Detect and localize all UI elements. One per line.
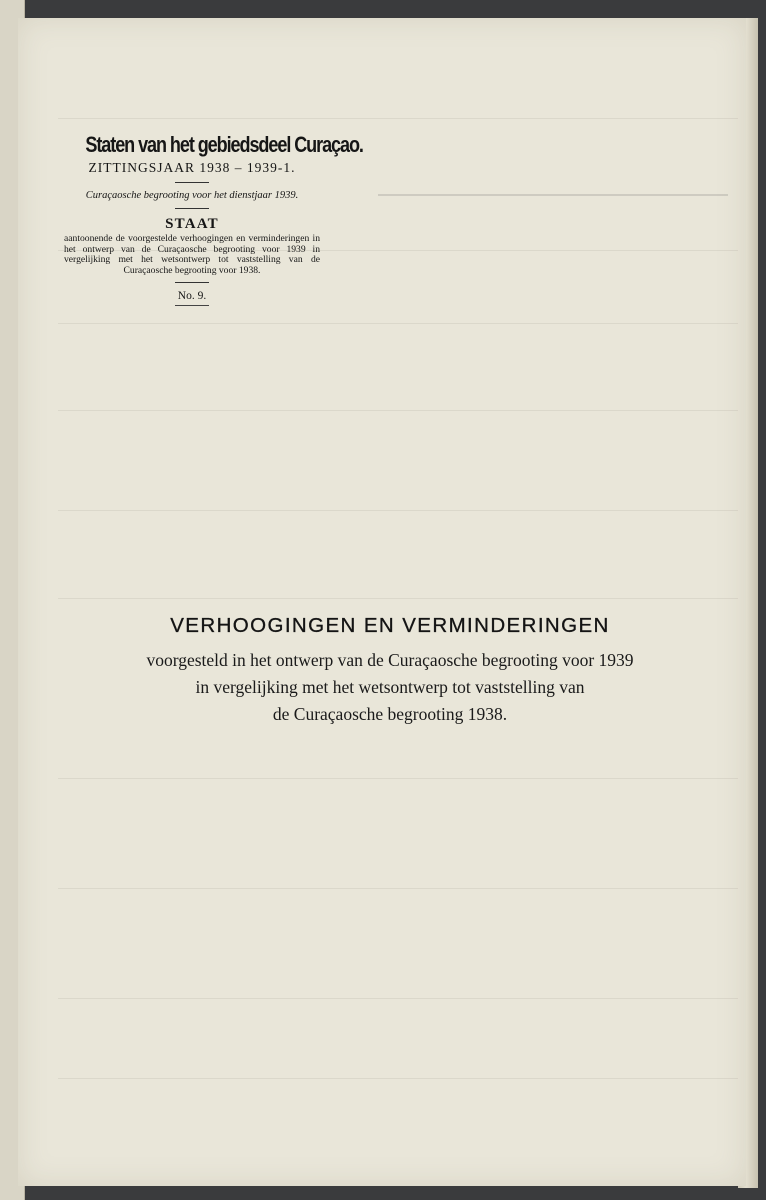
show-through-line [58,1078,738,1079]
show-through-line [58,598,738,599]
budget-subtitle: Curaçaosche begrooting voor het dienstjaar 1939. [85,190,299,201]
divider [175,208,209,209]
main-description-line: de Curaçaosche begrooting 1938. [272,704,508,724]
show-through-line [58,118,738,119]
show-through-line [58,998,738,999]
main-title: VERHOOGINGEN EN VERMINDERINGEN [170,614,610,637]
divider [175,305,209,306]
divider [175,282,209,283]
divider [175,182,209,183]
show-through-line [58,323,738,324]
document-number: No. 9. [177,290,207,303]
document-title: Staten van het gebiedsdeel Curaçao. [85,132,363,157]
header-block [62,132,363,306]
main-description-line: in vergelijking met het wetsontwerp tot vaststelling van [195,677,585,697]
session-year: ZITTINGSJAAR 1938 – 1939-1. [88,160,296,175]
main-description [80,647,700,728]
show-through-line [58,888,738,889]
show-through-line [58,778,738,779]
section-heading: STAAT [165,216,219,232]
show-through-rule [378,194,728,196]
main-description-line: voorgesteld in het ontwerp van de Curaçaosche begrooting voor 1939 [146,650,634,670]
statement-description: aantoonende de voorgestelde verhoogingen en verminderingen in het ontwerp van de Curaçaosche begrooting voor 1939 in vergelijking met het wetsontwerp tot vaststelling van de Curaçaosche begrooting voor 1938. [64,233,320,276]
show-through-line [58,510,738,511]
show-through-line [58,410,738,411]
